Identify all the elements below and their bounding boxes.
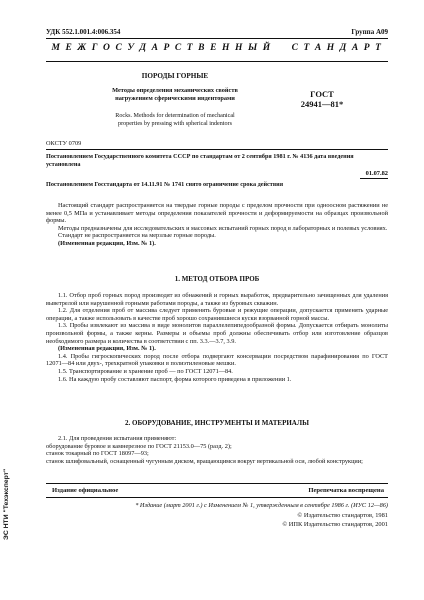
- official-edition: Издание официальное: [52, 487, 119, 494]
- header-rule: [46, 38, 388, 39]
- section2-line: 2.1. Для проведения испытания применяют:: [58, 435, 177, 442]
- side-stamp: ЭС НТИ "Техэксперт": [3, 468, 10, 540]
- section1-paragraph: 1.5. Транспортирование и хранение проб — по ГОСТ 12071—84.: [58, 367, 233, 375]
- section1-paragraph: 1.3. Пробы извлекают из массива в виде монолитов параллелепипедообразной формы. Допускается отбирать монолиты произвольной формы, а также керны. Размеры и объемы проб должны обеспечивать отбор или изготовление образцов необходимого размера и количества в соответствии с пп. 3.3.—3.7, 3.9.: [46, 322, 388, 345]
- edition-note: * Издание (март 2001 г.) с Изменением № 1, утвержденным в сентябре 1986 г. (ИУС 12—86): [135, 502, 388, 509]
- interstate-standard-banner: М Е Ж Г О С У Д А Р С Т В Е Н Н Ы Й С Т А Н Д А Р Т: [51, 43, 383, 53]
- section2-heading: 2. ОБОРУДОВАНИЕ, ИНСТРУМЕНТЫ И МАТЕРИАЛЫ: [125, 419, 309, 427]
- subtitle-en-line1: Rocks. Methods for determination of mechanical: [115, 113, 235, 119]
- section2-body: [46, 435, 388, 465]
- intro-edit-note: (Измененная редакция, Изм. № 1).: [58, 239, 156, 247]
- intro-paragraph: Настоящий стандарт распространяется на твердые горные породы с пределом прочности при одноосном растяжении не менее 0,5 МПа и устанавливает методы определения показателей прочности и деформируемости на образцах произвольной формы.: [46, 202, 388, 225]
- subtitle-en-line2: properties by pressing with spherical indentors: [118, 121, 232, 127]
- intro-paragraph: Стандарт не распространяется на мерзлые горные породы.: [58, 232, 216, 240]
- copyright-1981: © Издательство стандартов, 1981: [297, 512, 388, 519]
- decree-line3: Постановлением Госстандарта от 14.11.91 № 1741 снято ограничение срока действия: [46, 181, 284, 188]
- decree-line1: Постановлением Государственного комитета СССР по стандартам от 2 сентября 1981 г. № 4136 дата введения: [46, 153, 354, 160]
- section1-paragraph: 1.6. На каждую пробу составляют паспорт, форма которого приведена в приложении 1.: [58, 375, 292, 383]
- date-rule: [360, 178, 388, 179]
- udk-code: УДК 552.1.001.4:006.354: [46, 28, 121, 36]
- section2-line: станок токарный по ГОСТ 18097—93;: [46, 450, 149, 458]
- effective-date: 01.07.82: [365, 170, 388, 177]
- title-rule: [46, 149, 388, 150]
- subtitle-ru-line1: Методы определения механических свойств: [112, 87, 238, 94]
- section1-heading: 1. МЕТОД ОТБОРА ПРОБ: [174, 275, 260, 283]
- copyright-2001: © ИПК Издательство стандартов, 2001: [282, 521, 388, 528]
- section2-line: оборудование буровое и камнерезное по ГОСТ 21153.0—75 (разд. 2);: [46, 442, 232, 450]
- decree-line2: установлена: [46, 161, 81, 168]
- intro-paragraph: Методы предназначены для исследовательских и массовых испытаний горных пород в лабораторных и полевых условиях.: [58, 224, 388, 232]
- okstu-code: ОКСТУ 0709: [46, 140, 82, 147]
- introduction: [46, 202, 388, 248]
- section1-paragraph: 1.1. Отбор проб горных пород производят из обнажений и горных выработок, предварительно зачищенных для удаления выветрелой или нарушенной горными работами породы, а также из буровых скважин.: [46, 292, 388, 307]
- banner-rule: [46, 61, 388, 62]
- document-title: ПОРОДЫ ГОРНЫЕ: [141, 72, 209, 80]
- section1-paragraph: 1.2. Для отделения проб от массива следует применять буровые и режущие операции, допускается применять ударные операции, а также использовать в качестве проб хорошо сохранившиеся куски взорванной горной массы.: [46, 307, 388, 322]
- group-code: Группа А09: [351, 28, 388, 36]
- section2-line: станок шлифовальный, оснащенный чугунным диском, вращающимся вокруг вертикальной оси, любой конструкции;: [46, 457, 363, 465]
- footer-rule: [46, 483, 388, 484]
- subtitle-ru-line2: нагружением сферическими инденторами: [115, 95, 235, 102]
- section1-edit-note: (Измененная редакция, Изм. № 1).: [58, 345, 156, 353]
- section1-body: [46, 292, 388, 383]
- section1-paragraph: 1.4. Пробы гигроскопических пород после отбора подвергают консервации посредством парафинирования по ГОСТ 12071—84 или двух-, трехкратной упаковки в полиэтиленовые мешки.: [46, 352, 388, 368]
- gost-label: ГОСТ: [310, 89, 334, 99]
- reprint-prohibited: Перепечатка воспрещена: [308, 487, 384, 494]
- gost-number: 24941—81*: [300, 99, 344, 109]
- footer-rule-2: [46, 497, 388, 498]
